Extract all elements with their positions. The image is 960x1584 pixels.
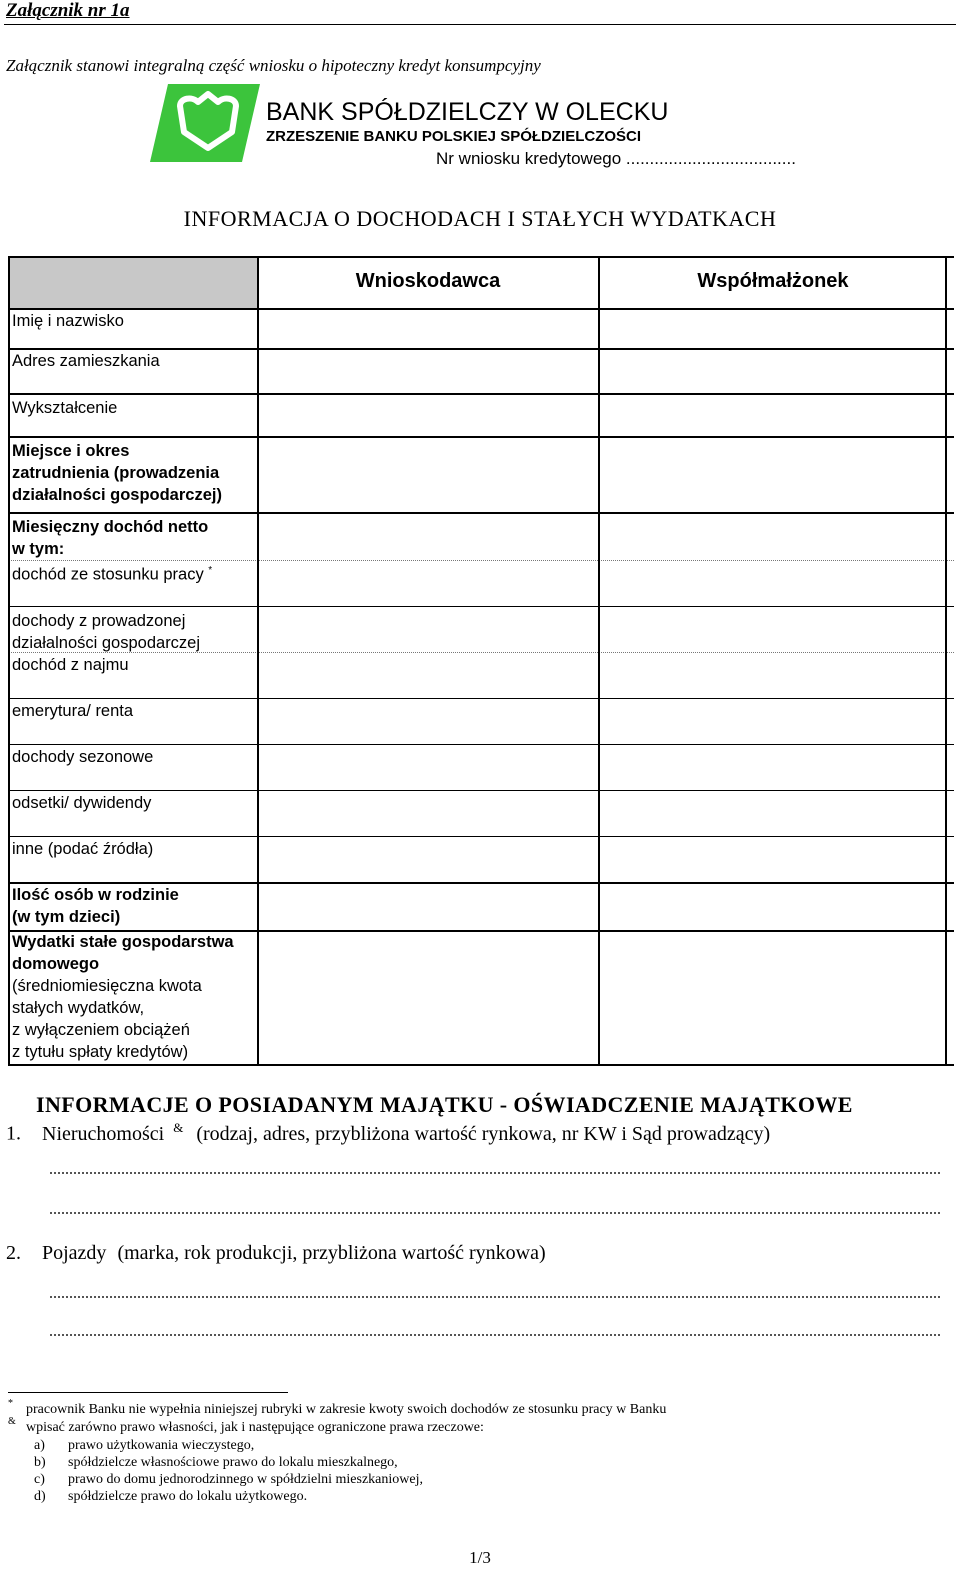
applicant-input-column[interactable] xyxy=(259,310,597,1064)
footnote-rule xyxy=(8,1392,288,1393)
assets-item-2: 2. Pojazdy (marka, rok produkcji, przybliżona wartość rynkowa) xyxy=(6,1242,546,1264)
vehicles-line-2[interactable] xyxy=(50,1334,940,1336)
header-shade xyxy=(8,256,259,308)
vehicles-line-1[interactable] xyxy=(50,1296,940,1298)
row-monthly-income: Miesięczny dochód netto w tym: dochód ze stosunku pracy * xyxy=(12,518,213,584)
footnote-item: c) prawo do domu jednorodzinnego w spółdzielni mieszkaniowej, xyxy=(34,1472,423,1487)
row-interest: odsetki/ dywidendy xyxy=(12,794,152,812)
row-other: inne (podać źródła) xyxy=(12,840,154,858)
row-family-size: Ilość osób w rodzinie (w tym dzieci) xyxy=(12,886,179,926)
row-address: Adres zamieszkania xyxy=(12,352,160,370)
row-business-income: dochody z prowadzonej działalności gospodarczej xyxy=(12,612,201,652)
row-pension: emerytura/ renta xyxy=(12,702,134,720)
footnote-list xyxy=(34,1437,423,1505)
form-title: INFORMACJA O DOCHODACH I STAŁYCH WYDATKACH xyxy=(183,206,777,231)
application-number[interactable]: Nr wniosku kredytowego .................................... xyxy=(436,149,796,168)
footnote-amp: & wpisać zarówno prawo własności, jak i następujące ograniczone prawa rzeczowe: xyxy=(8,1416,484,1435)
bank-logo xyxy=(150,84,260,162)
assets-title: INFORMACJE O POSIADANYM MAJĄTKU - OŚWIADCZENIE MAJĄTKOWE xyxy=(36,1092,853,1117)
footnote-item: b) spółdzielcze własnościowe prawo do lokalu mieszkalnego, xyxy=(34,1455,398,1470)
row-name: Imię i nazwisko xyxy=(12,312,124,330)
row-rent-income: dochód z najmu xyxy=(12,656,129,674)
assets-item-1: 1. Nieruchomości & (rodzaj, adres, przybliżona wartość rynkowa, nr KW i Sąd prowadzący) xyxy=(6,1120,771,1145)
footnote-item: d) spółdzielcze prawo do lokalu użytkowego. xyxy=(34,1489,308,1504)
row-fixed-expenses: Wydatki stałe gospodarstwa domowego (średniomiesięczna kwota stałych wydatków, z wyłączeniem obciążeń z tytułu spłaty kredytów) xyxy=(12,933,234,1061)
real-estate-line-2[interactable] xyxy=(50,1212,940,1214)
row-seasonal: dochody sezonowe xyxy=(12,748,154,766)
real-estate-line-1[interactable] xyxy=(50,1172,940,1174)
page-number: 1/3 xyxy=(469,1548,491,1567)
attachment-title: Załącznik nr 1a xyxy=(6,0,130,21)
header-rule xyxy=(4,24,956,25)
column-spouse: Współmałżonek xyxy=(697,270,849,292)
bank-name: BANK SPÓŁDZIELCZY W OLECKU xyxy=(266,98,669,126)
spouse-input-column[interactable] xyxy=(600,310,944,1064)
column-applicant: Wnioskodawca xyxy=(355,270,501,292)
bank-association: ZRZESZENIE BANKU POLSKIEJ SPÓŁDZIELCZOŚCI xyxy=(266,128,642,145)
footnote-item: a) prawo użytkowania wieczystego, xyxy=(34,1438,255,1453)
footnote-star: * pracownik Banku nie wypełnia niniejszej rubryki w zakresie kwoty swoich dochodów ze stosunku pracy w Banku xyxy=(8,1398,667,1417)
intro-text: Załącznik stanowi integralną część wniosku o hipoteczny kredyt konsumpcyjny xyxy=(6,56,541,75)
row-employment: Miejsce i okres zatrudnienia (prowadzenia działalności gospodarczej) xyxy=(12,442,222,504)
row-education: Wykształcenie xyxy=(12,399,118,417)
income-table xyxy=(8,256,954,1076)
